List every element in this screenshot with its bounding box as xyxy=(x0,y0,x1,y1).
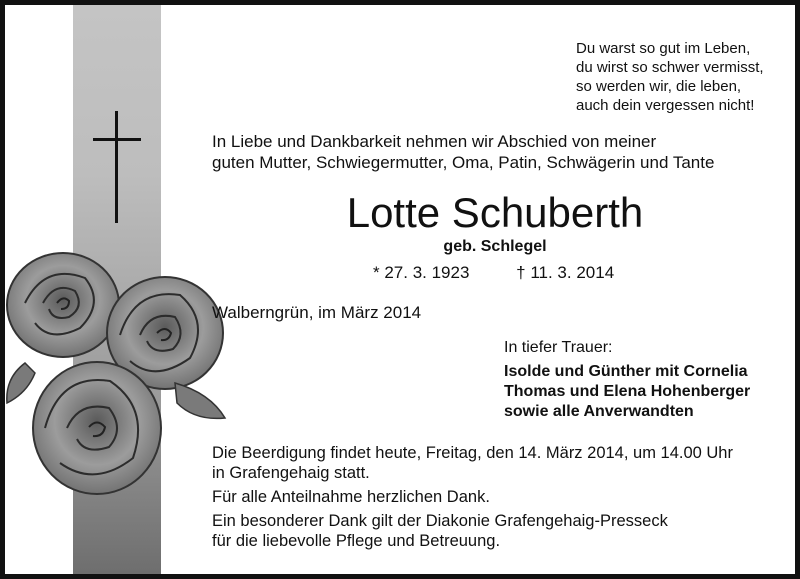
deceased-name: Lotte Schuberth xyxy=(346,189,644,236)
funeral-line: in Grafengehaig statt. xyxy=(212,464,370,482)
leaf-icon xyxy=(175,383,225,418)
roses-image xyxy=(5,243,230,503)
mourner-line: sowie alle Anverwandten xyxy=(504,403,694,420)
motto-line: so werden wir, die leben, xyxy=(576,78,742,95)
leaf-icon xyxy=(7,363,35,403)
mourner-line: Isolde und Günther mit Cornelia xyxy=(504,363,748,380)
motto-verse xyxy=(576,39,764,115)
special-thanks-line: für die liebevolle Pflege und Betreuung. xyxy=(212,532,501,550)
motto-line: du wirst so schwer vermisst, xyxy=(576,59,764,76)
intro-line: In Liebe und Dankbarkeit nehmen wir Abschied von meiner xyxy=(212,132,657,151)
funeral-line: Die Beerdigung findet heute, Freitag, den 14. März 2014, um 14.00 Uhr xyxy=(212,444,733,462)
intro-line: guten Mutter, Schwiegermutter, Oma, Patin, Schwägerin und Tante xyxy=(212,153,715,172)
special-thanks-line: Ein besonderer Dank gilt der Diakonie Grafengehaig-Presseck xyxy=(212,512,668,530)
mourners-block xyxy=(504,338,750,422)
cross-icon xyxy=(93,111,141,223)
life-dates xyxy=(373,263,614,283)
birth-name: geb. Schlegel xyxy=(443,238,547,255)
intro-text xyxy=(212,131,714,173)
place-date: Walberngrün, im März 2014 xyxy=(212,303,422,322)
birth-date: * 27. 3. 1923 xyxy=(373,263,470,282)
rose-bottom-icon xyxy=(33,362,161,494)
mourning-label: In tiefer Trauer: xyxy=(504,339,613,356)
motto-line: Du warst so gut im Leben, xyxy=(576,40,751,57)
thanks-paragraph: Für alle Anteilnahme herzlichen Dank. xyxy=(212,488,490,506)
rose-top-left-icon xyxy=(7,253,119,357)
motto-line: auch dein vergessen nicht! xyxy=(576,97,755,114)
death-date: † 11. 3. 2014 xyxy=(516,263,615,282)
mourner-line: Thomas und Elena Hohenberger xyxy=(504,383,751,400)
funeral-info xyxy=(212,439,733,555)
